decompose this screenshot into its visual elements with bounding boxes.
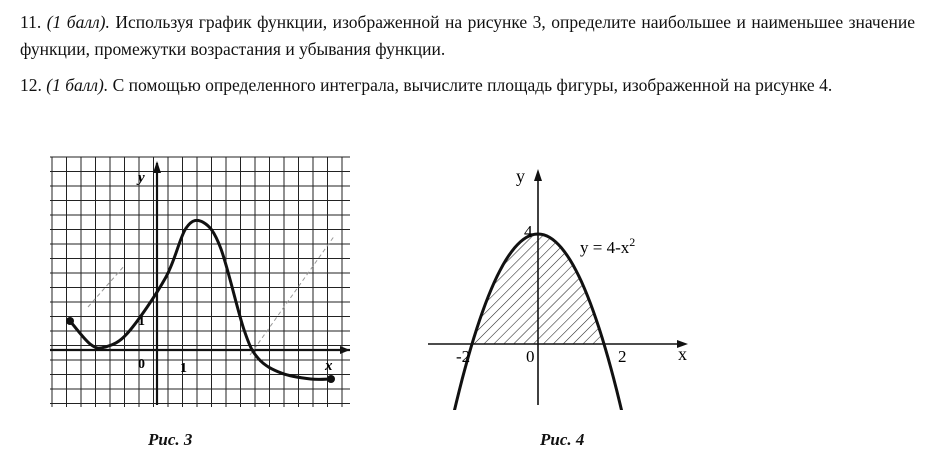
task-11-number: 11. [20, 12, 42, 32]
figure-4-y-label: y [516, 166, 525, 186]
figure-3-caption: Рис. 3 [148, 430, 193, 449]
task-12-text: С помощью определенного интеграла, вычислите площадь фигуры, изображенной на рисунке 4. [112, 75, 833, 95]
figure-4-equation-base: y = 4-x [580, 238, 630, 257]
figure-4-graph [420, 160, 700, 410]
figure-3-y-arrow [153, 161, 161, 173]
figure-3-end-point [327, 375, 335, 383]
figure-4-equation-exponent: 2 [629, 235, 636, 249]
figure-3-one-y-label: 1 [138, 314, 145, 329]
figure-3-x-label: x [325, 358, 333, 374]
task-11-text: Используя график функции, изображенной на рисунке 3, определите наибольшее и наименьшее значение функции, промежутки возрастания и убывания функции. [20, 12, 916, 59]
figure-3-grid [50, 157, 350, 407]
figure-4-label-2: 2 [618, 347, 627, 366]
figure-4-y-arrow [534, 169, 542, 181]
figure-3-graph [50, 155, 355, 410]
figure-3-one-x-label: 1 [180, 361, 187, 376]
task-11-points: (1 балл). [46, 12, 110, 32]
task-12-paragraph [20, 72, 915, 99]
figure-4-caption: Рис. 4 [540, 430, 585, 449]
task-12-number: 12. [20, 75, 42, 95]
figure-3-origin-label: 0 [138, 357, 145, 372]
figure-4-label-4: 4 [524, 222, 533, 241]
task-11-paragraph [20, 9, 915, 63]
figure-3-start-point [66, 317, 74, 325]
figure-3-y-label: y [138, 170, 145, 186]
figure-4-label-neg2: -2 [456, 347, 471, 366]
figure-4-origin-label: 0 [526, 347, 535, 366]
figure-3-x-arrow [340, 346, 350, 354]
task-12-points: (1 балл). [46, 75, 109, 95]
figure-4-x-label: x [678, 344, 687, 364]
figure-4-equation [580, 235, 635, 257]
